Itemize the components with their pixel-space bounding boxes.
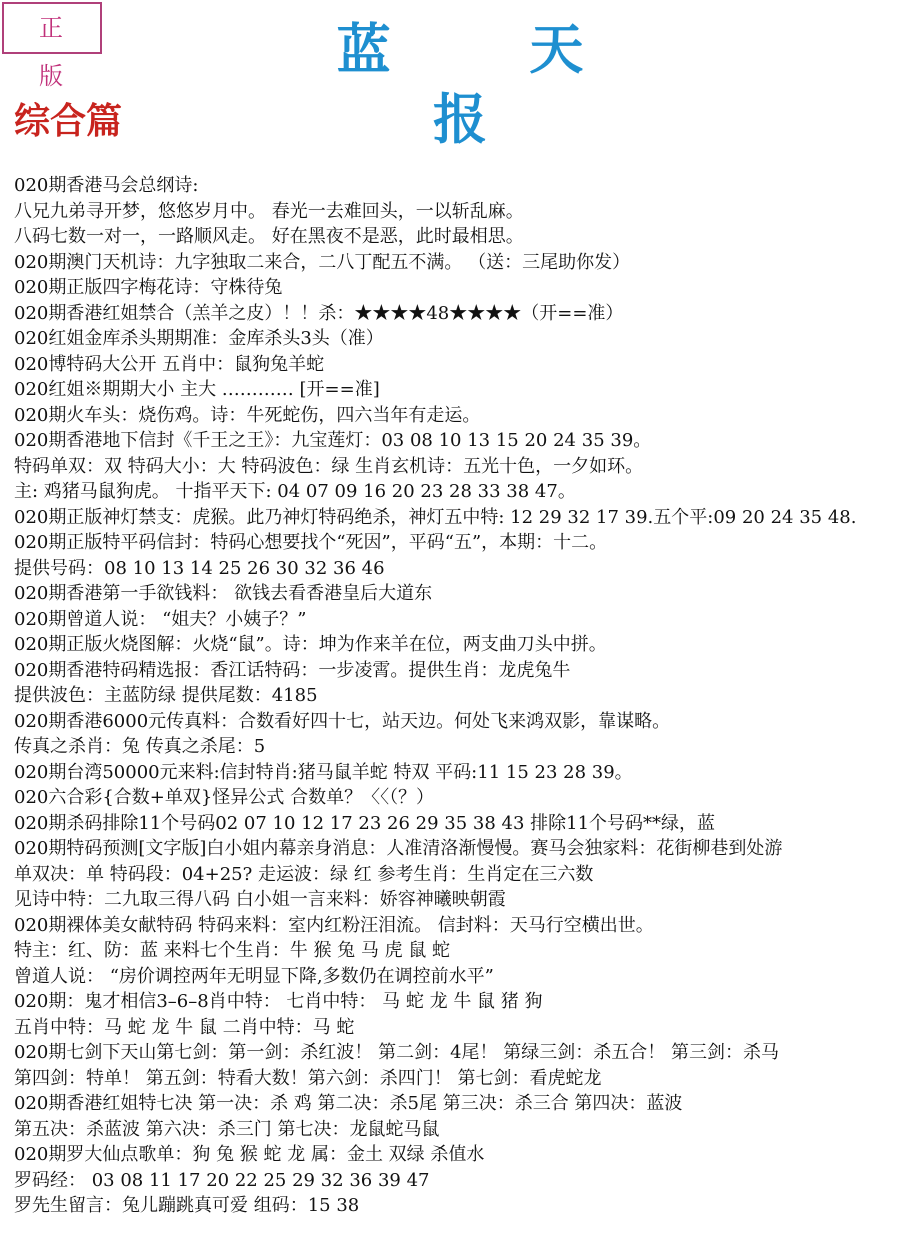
- text-line: 020期正版四字梅花诗：守株待兔: [14, 277, 283, 298]
- text-line: 020期正版神灯禁支：虎猴。此乃神灯特码绝杀，神灯五中特: 12 29 32 17 39.五个平:09 20 24 35 48.: [14, 506, 857, 528]
- text-line: 曾道人说： “房价调控两年无明显下降,多数仍在调控前水平”: [14, 965, 494, 987]
- text-line: 020期：鬼才相信3–6–8肖中特： 七肖中特： 马 蛇 龙 牛 鼠 猪 狗: [14, 991, 543, 1012]
- text-line: 020期罗大仙点歌单：狗 兔 猴 蛇 龙 属：金土 双绿 杀值水: [14, 1144, 485, 1165]
- text-line: 八码七数一对一，一路顺风走。 好在黑夜不是恶，此时最相思。: [14, 226, 524, 247]
- text-line: 第五决：杀蓝波 第六决：杀三门 第七决：龙鼠蛇马鼠: [14, 1118, 440, 1140]
- text-line: 020期台湾50000元来料:信封特肖:猪马鼠羊蛇 特双 平码:11 15 23 28 39。: [14, 761, 633, 783]
- text-line: 020期曾道人说： “姐夫？小姨子？”: [14, 608, 307, 630]
- text-line: 五肖中特：马 蛇 龙 牛 鼠 二肖中特：马 蛇: [14, 1016, 355, 1038]
- text-line: 020期正版特平码信封：特码心想要找个“死因”，平码“五”，本期：十二。: [14, 532, 608, 553]
- text-line: 020期香港特码精选报：香江话特码：一步凌霄。提供生肖：龙虎兔牛: [14, 659, 571, 681]
- text-line: 020期香港红姐特七决 第一决：杀 鸡 第二决：杀5尾 第三决：杀三合 第四决：蓝波: [14, 1093, 683, 1114]
- text-line: 见诗中特：二九取三得八码 白小姐一言来料：娇容神曦映朝霞: [14, 889, 506, 910]
- section-heading: 综合篇: [14, 100, 123, 142]
- text-line: 020期杀码排除11个号码02 07 10 12 17 23 26 29 35 38 43 排除11个号码**绿，蓝: [14, 812, 716, 834]
- text-line: 020期澳门天机诗：九字独取二来合，二八丁配五不满。 （送：三尾助你发）: [14, 251, 631, 273]
- text-line: 020期特码预测[文字版]白小姐内幕亲身消息：人准清洛渐慢慢。赛马会独家料：花街柳巷到处游: [14, 838, 783, 859]
- text-line: 提供波色：主蓝防绿 提供尾数：4185: [14, 685, 318, 706]
- text-line: 020期正版火烧图解：火烧“鼠”。诗：坤为作来羊在位，两支曲刀头中拼。: [14, 634, 607, 655]
- text-line: 020六合彩{合数+单双}怪异公式 合数单？〈〈（？）: [14, 787, 435, 808]
- text-line: 020期火车头：烧伤鸡。诗：牛死蛇伤，四六当年有走运。: [14, 404, 481, 426]
- text-line: 020红姐金库杀头期期准：金库杀头3头（准）: [14, 328, 384, 349]
- text-line: 罗先生留言：兔儿蹦跳真可爱 组码：15 38: [14, 1195, 360, 1216]
- text-line: 020期香港红姐禁合（羔羊之皮）！！杀：★★★★48★★★★（开==准）: [14, 302, 624, 324]
- text-line: 八兄九弟寻开梦，悠悠岁月中。 春光一去难回头，一以斩乱麻。: [14, 200, 524, 222]
- text-line: 020期七剑下天山第七剑：第一剑：杀红波！ 第二剑：4尾！ 第绿三剑：杀五合！ 第三剑：杀马: [14, 1042, 779, 1063]
- text-line: 020期裸体美女献特码 特码来料：室内红粉汪泪流。 信封料：天马行空横出世。: [14, 914, 654, 936]
- text-line: 主: 鸡猪马鼠狗虎。 十指平天下: 04 07 09 16 20 23 28 33 38 47。: [14, 481, 576, 502]
- text-line: 特码单双：双 特码大小：大 特码波色：绿 生肖玄机诗：五光十色，一夕如环。: [14, 455, 644, 477]
- text-line: 020红姐※期期大小 主大 ………… [开==准]: [14, 379, 380, 400]
- content-lines: [14, 173, 898, 1219]
- text-line: 罗码经： 03 08 11 17 20 22 25 29 32 36 39 47: [14, 1169, 430, 1191]
- text-line: 020期香港6000元传真料：合数看好四十七，站天边。何处飞来鸿双影，靠谋略。: [14, 710, 671, 732]
- text-line: 单双决：单 特码段：04+25? 走运波：绿 红 参考生肖：生肖定在三六数: [14, 863, 594, 885]
- text-line: 传真之杀肖：兔 传真之杀尾：5: [14, 736, 266, 757]
- text-line: 020期香港地下信封《千王之王》：九宝莲灯：03 08 10 13 15 20 24 35 39。: [14, 430, 652, 451]
- text-line: 提供号码：08 10 13 14 25 26 30 32 36 46: [14, 557, 385, 579]
- text-line: 020期香港第一手欲钱料： 欲钱去看香港皇后大道东: [14, 583, 433, 604]
- edition-badge: 正 版: [2, 2, 102, 54]
- text-line: 020博特码大公开 五肖中：鼠狗兔羊蛇: [14, 353, 325, 375]
- page-title: 蓝 天 报: [336, 17, 644, 151]
- text-line: 特主：红、防：蓝 来料七个生肖：牛 猴 兔 马 虎 鼠 蛇: [14, 940, 451, 961]
- text-line: 020期香港马会总纲诗:: [14, 175, 199, 196]
- text-line: 第四剑：特单！ 第五剑：特看大数！第六剑：杀四门！ 第七剑：看虎蛇龙: [14, 1067, 602, 1089]
